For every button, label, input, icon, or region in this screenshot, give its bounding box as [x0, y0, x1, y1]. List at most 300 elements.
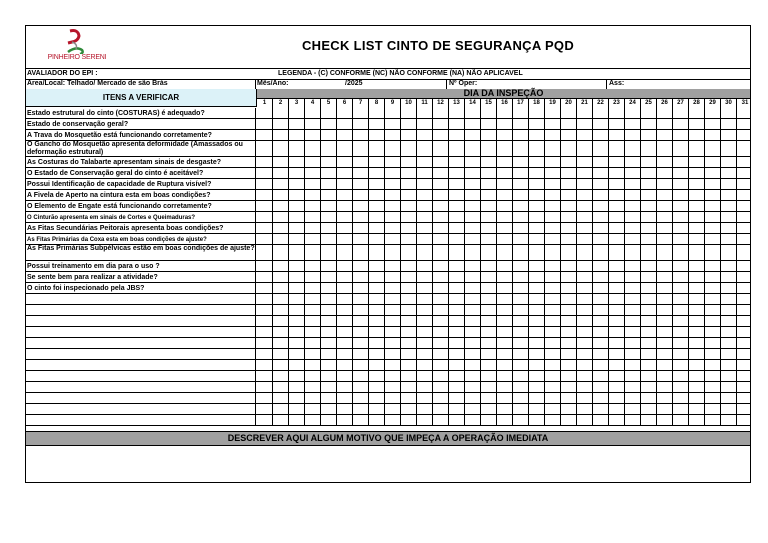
inspection-cell[interactable] — [257, 130, 273, 141]
inspection-cell[interactable] — [577, 393, 593, 404]
inspection-cell[interactable] — [513, 212, 529, 223]
inspection-cell[interactable] — [353, 272, 369, 283]
inspection-cell[interactable] — [609, 272, 625, 283]
inspection-cell[interactable] — [513, 190, 529, 201]
inspection-cell[interactable] — [289, 212, 305, 223]
inspection-cell[interactable] — [321, 294, 337, 305]
inspection-cell[interactable] — [721, 245, 737, 261]
inspection-cell[interactable] — [449, 212, 465, 223]
inspection-cell[interactable] — [625, 393, 641, 404]
inspection-cell[interactable] — [497, 119, 513, 130]
inspection-cell[interactable] — [305, 283, 321, 294]
inspection-cell[interactable] — [561, 130, 577, 141]
inspection-cell[interactable] — [257, 141, 273, 157]
inspection-cell[interactable] — [337, 316, 353, 327]
inspection-cell[interactable] — [305, 212, 321, 223]
inspection-cell[interactable] — [705, 327, 721, 338]
inspection-cell[interactable] — [721, 141, 737, 157]
inspection-cell[interactable] — [257, 157, 273, 168]
inspection-cell[interactable] — [321, 190, 337, 201]
inspection-cell[interactable] — [369, 261, 385, 272]
inspection-cell[interactable] — [401, 294, 417, 305]
inspection-cell[interactable] — [641, 201, 657, 212]
inspection-cell[interactable] — [353, 119, 369, 130]
inspection-cell[interactable] — [657, 338, 673, 349]
inspection-cell[interactable] — [561, 371, 577, 382]
inspection-cell[interactable] — [337, 294, 353, 305]
inspection-cell[interactable] — [737, 393, 753, 404]
inspection-cell[interactable] — [545, 179, 561, 190]
inspection-cell[interactable] — [481, 157, 497, 168]
inspection-cell[interactable] — [577, 212, 593, 223]
inspection-cell[interactable] — [577, 119, 593, 130]
inspection-cell[interactable] — [385, 190, 401, 201]
inspection-cell[interactable] — [657, 393, 673, 404]
inspection-cell[interactable] — [305, 141, 321, 157]
inspection-cell[interactable] — [353, 157, 369, 168]
inspection-cell[interactable] — [257, 201, 273, 212]
inspection-cell[interactable] — [369, 393, 385, 404]
inspection-cell[interactable] — [433, 294, 449, 305]
inspection-cell[interactable] — [705, 130, 721, 141]
inspection-cell[interactable] — [609, 168, 625, 179]
inspection-cell[interactable] — [593, 316, 609, 327]
inspection-cell[interactable] — [369, 168, 385, 179]
inspection-cell[interactable] — [337, 305, 353, 316]
inspection-cell[interactable] — [641, 157, 657, 168]
inspection-cell[interactable] — [385, 415, 401, 426]
inspection-cell[interactable] — [625, 371, 641, 382]
inspection-cell[interactable] — [705, 212, 721, 223]
inspection-cell[interactable] — [593, 130, 609, 141]
inspection-cell[interactable] — [321, 272, 337, 283]
inspection-cell[interactable] — [545, 371, 561, 382]
inspection-cell[interactable] — [625, 415, 641, 426]
inspection-cell[interactable] — [513, 168, 529, 179]
inspection-cell[interactable] — [353, 349, 369, 360]
inspection-cell[interactable] — [721, 393, 737, 404]
inspection-cell[interactable] — [641, 261, 657, 272]
inspection-cell[interactable] — [609, 212, 625, 223]
inspection-cell[interactable] — [625, 141, 641, 157]
inspection-cell[interactable] — [609, 371, 625, 382]
inspection-cell[interactable] — [529, 157, 545, 168]
inspection-cell[interactable] — [273, 283, 289, 294]
inspection-cell[interactable] — [625, 168, 641, 179]
inspection-cell[interactable] — [321, 305, 337, 316]
inspection-cell[interactable] — [305, 201, 321, 212]
inspection-cell[interactable] — [657, 245, 673, 261]
inspection-cell[interactable] — [385, 157, 401, 168]
description-field[interactable] — [26, 446, 750, 482]
inspection-cell[interactable] — [449, 157, 465, 168]
inspection-cell[interactable] — [561, 157, 577, 168]
inspection-cell[interactable] — [705, 294, 721, 305]
inspection-cell[interactable] — [385, 119, 401, 130]
inspection-cell[interactable] — [609, 294, 625, 305]
inspection-cell[interactable] — [737, 316, 753, 327]
inspection-cell[interactable] — [609, 382, 625, 393]
inspection-cell[interactable] — [625, 108, 641, 119]
inspection-cell[interactable] — [433, 283, 449, 294]
inspection-cell[interactable] — [369, 415, 385, 426]
inspection-cell[interactable] — [337, 130, 353, 141]
inspection-cell[interactable] — [289, 283, 305, 294]
inspection-cell[interactable] — [577, 141, 593, 157]
inspection-cell[interactable] — [561, 234, 577, 245]
inspection-cell[interactable] — [625, 360, 641, 371]
inspection-cell[interactable] — [705, 338, 721, 349]
inspection-cell[interactable] — [401, 371, 417, 382]
inspection-cell[interactable] — [385, 294, 401, 305]
inspection-cell[interactable] — [353, 382, 369, 393]
inspection-cell[interactable] — [305, 190, 321, 201]
inspection-cell[interactable] — [257, 360, 273, 371]
inspection-cell[interactable] — [289, 261, 305, 272]
inspection-cell[interactable] — [513, 382, 529, 393]
inspection-cell[interactable] — [449, 415, 465, 426]
inspection-cell[interactable] — [433, 316, 449, 327]
inspection-cell[interactable] — [497, 360, 513, 371]
inspection-cell[interactable] — [465, 190, 481, 201]
inspection-cell[interactable] — [705, 382, 721, 393]
inspection-cell[interactable] — [417, 305, 433, 316]
inspection-cell[interactable] — [481, 261, 497, 272]
inspection-cell[interactable] — [497, 168, 513, 179]
inspection-cell[interactable] — [609, 404, 625, 415]
inspection-cell[interactable] — [369, 245, 385, 261]
inspection-cell[interactable] — [401, 119, 417, 130]
inspection-cell[interactable] — [385, 234, 401, 245]
inspection-cell[interactable] — [737, 382, 753, 393]
inspection-cell[interactable] — [705, 223, 721, 234]
inspection-cell[interactable] — [641, 404, 657, 415]
inspection-cell[interactable] — [593, 245, 609, 261]
inspection-cell[interactable] — [625, 119, 641, 130]
inspection-cell[interactable] — [609, 338, 625, 349]
inspection-cell[interactable] — [353, 179, 369, 190]
inspection-cell[interactable] — [593, 212, 609, 223]
inspection-cell[interactable] — [433, 130, 449, 141]
inspection-cell[interactable] — [369, 190, 385, 201]
inspection-cell[interactable] — [705, 108, 721, 119]
inspection-cell[interactable] — [305, 349, 321, 360]
inspection-cell[interactable] — [481, 119, 497, 130]
inspection-cell[interactable] — [337, 108, 353, 119]
inspection-cell[interactable] — [305, 415, 321, 426]
inspection-cell[interactable] — [737, 212, 753, 223]
inspection-cell[interactable] — [385, 223, 401, 234]
inspection-cell[interactable] — [561, 119, 577, 130]
inspection-cell[interactable] — [385, 305, 401, 316]
inspection-cell[interactable] — [497, 393, 513, 404]
inspection-cell[interactable] — [721, 327, 737, 338]
inspection-cell[interactable] — [369, 349, 385, 360]
inspection-cell[interactable] — [289, 371, 305, 382]
inspection-cell[interactable] — [369, 360, 385, 371]
inspection-cell[interactable] — [273, 404, 289, 415]
inspection-cell[interactable] — [465, 223, 481, 234]
inspection-cell[interactable] — [625, 338, 641, 349]
inspection-cell[interactable] — [401, 382, 417, 393]
inspection-cell[interactable] — [545, 130, 561, 141]
inspection-cell[interactable] — [369, 108, 385, 119]
inspection-cell[interactable] — [449, 316, 465, 327]
inspection-cell[interactable] — [593, 272, 609, 283]
inspection-cell[interactable] — [353, 261, 369, 272]
inspection-cell[interactable] — [321, 349, 337, 360]
inspection-cell[interactable] — [673, 283, 689, 294]
inspection-cell[interactable] — [449, 108, 465, 119]
inspection-cell[interactable] — [577, 108, 593, 119]
inspection-cell[interactable] — [721, 179, 737, 190]
inspection-cell[interactable] — [593, 201, 609, 212]
inspection-cell[interactable] — [545, 261, 561, 272]
inspection-cell[interactable] — [353, 305, 369, 316]
inspection-cell[interactable] — [369, 272, 385, 283]
inspection-cell[interactable] — [721, 234, 737, 245]
inspection-cell[interactable] — [257, 223, 273, 234]
inspection-cell[interactable] — [353, 404, 369, 415]
inspection-cell[interactable] — [449, 294, 465, 305]
inspection-cell[interactable] — [529, 179, 545, 190]
inspection-cell[interactable] — [305, 294, 321, 305]
inspection-cell[interactable] — [257, 338, 273, 349]
inspection-cell[interactable] — [625, 234, 641, 245]
inspection-cell[interactable] — [385, 349, 401, 360]
inspection-cell[interactable] — [529, 393, 545, 404]
inspection-cell[interactable] — [385, 201, 401, 212]
inspection-cell[interactable] — [481, 212, 497, 223]
inspection-cell[interactable] — [353, 327, 369, 338]
inspection-cell[interactable] — [737, 201, 753, 212]
inspection-cell[interactable] — [401, 157, 417, 168]
inspection-cell[interactable] — [545, 201, 561, 212]
inspection-cell[interactable] — [593, 108, 609, 119]
inspection-cell[interactable] — [689, 223, 705, 234]
inspection-cell[interactable] — [673, 141, 689, 157]
inspection-cell[interactable] — [513, 201, 529, 212]
inspection-cell[interactable] — [529, 371, 545, 382]
inspection-cell[interactable] — [497, 316, 513, 327]
inspection-cell[interactable] — [641, 382, 657, 393]
inspection-cell[interactable] — [497, 415, 513, 426]
inspection-cell[interactable] — [593, 283, 609, 294]
inspection-cell[interactable] — [449, 382, 465, 393]
inspection-cell[interactable] — [353, 294, 369, 305]
inspection-cell[interactable] — [673, 190, 689, 201]
inspection-cell[interactable] — [609, 393, 625, 404]
inspection-cell[interactable] — [737, 261, 753, 272]
inspection-cell[interactable] — [289, 179, 305, 190]
inspection-cell[interactable] — [561, 382, 577, 393]
inspection-cell[interactable] — [641, 108, 657, 119]
inspection-cell[interactable] — [449, 349, 465, 360]
inspection-cell[interactable] — [673, 382, 689, 393]
inspection-cell[interactable] — [305, 316, 321, 327]
inspection-cell[interactable] — [529, 305, 545, 316]
inspection-cell[interactable] — [625, 272, 641, 283]
inspection-cell[interactable] — [545, 349, 561, 360]
inspection-cell[interactable] — [737, 404, 753, 415]
inspection-cell[interactable] — [401, 272, 417, 283]
inspection-cell[interactable] — [545, 108, 561, 119]
inspection-cell[interactable] — [721, 272, 737, 283]
inspection-cell[interactable] — [657, 349, 673, 360]
inspection-cell[interactable] — [257, 404, 273, 415]
inspection-cell[interactable] — [737, 141, 753, 157]
inspection-cell[interactable] — [689, 415, 705, 426]
inspection-cell[interactable] — [337, 261, 353, 272]
inspection-cell[interactable] — [401, 108, 417, 119]
inspection-cell[interactable] — [289, 119, 305, 130]
inspection-cell[interactable] — [577, 179, 593, 190]
inspection-cell[interactable] — [737, 272, 753, 283]
inspection-cell[interactable] — [529, 130, 545, 141]
inspection-cell[interactable] — [353, 371, 369, 382]
inspection-cell[interactable] — [529, 415, 545, 426]
inspection-cell[interactable] — [433, 415, 449, 426]
inspection-cell[interactable] — [641, 360, 657, 371]
inspection-cell[interactable] — [673, 415, 689, 426]
inspection-cell[interactable] — [449, 119, 465, 130]
inspection-cell[interactable] — [545, 327, 561, 338]
inspection-cell[interactable] — [689, 234, 705, 245]
inspection-cell[interactable] — [257, 179, 273, 190]
inspection-cell[interactable] — [257, 327, 273, 338]
inspection-cell[interactable] — [289, 108, 305, 119]
inspection-cell[interactable] — [545, 404, 561, 415]
inspection-cell[interactable] — [433, 245, 449, 261]
inspection-cell[interactable] — [369, 338, 385, 349]
inspection-cell[interactable] — [657, 157, 673, 168]
inspection-cell[interactable] — [273, 327, 289, 338]
inspection-cell[interactable] — [529, 327, 545, 338]
inspection-cell[interactable] — [385, 261, 401, 272]
inspection-cell[interactable] — [417, 382, 433, 393]
inspection-cell[interactable] — [625, 201, 641, 212]
inspection-cell[interactable] — [273, 382, 289, 393]
inspection-cell[interactable] — [257, 283, 273, 294]
inspection-cell[interactable] — [625, 261, 641, 272]
inspection-cell[interactable] — [465, 130, 481, 141]
inspection-cell[interactable] — [305, 393, 321, 404]
inspection-cell[interactable] — [561, 261, 577, 272]
inspection-cell[interactable] — [657, 283, 673, 294]
inspection-cell[interactable] — [657, 415, 673, 426]
inspection-cell[interactable] — [401, 404, 417, 415]
inspection-cell[interactable] — [417, 294, 433, 305]
inspection-cell[interactable] — [417, 371, 433, 382]
inspection-cell[interactable] — [321, 360, 337, 371]
inspection-cell[interactable] — [401, 415, 417, 426]
inspection-cell[interactable] — [449, 141, 465, 157]
inspection-cell[interactable] — [705, 234, 721, 245]
inspection-cell[interactable] — [385, 371, 401, 382]
inspection-cell[interactable] — [337, 141, 353, 157]
inspection-cell[interactable] — [673, 360, 689, 371]
inspection-cell[interactable] — [705, 190, 721, 201]
inspection-cell[interactable] — [721, 415, 737, 426]
inspection-cell[interactable] — [593, 168, 609, 179]
inspection-cell[interactable] — [513, 415, 529, 426]
inspection-cell[interactable] — [417, 119, 433, 130]
inspection-cell[interactable] — [449, 360, 465, 371]
inspection-cell[interactable] — [689, 382, 705, 393]
inspection-cell[interactable] — [321, 157, 337, 168]
inspection-cell[interactable] — [529, 245, 545, 261]
inspection-cell[interactable] — [577, 371, 593, 382]
inspection-cell[interactable] — [417, 108, 433, 119]
inspection-cell[interactable] — [577, 234, 593, 245]
inspection-cell[interactable] — [273, 415, 289, 426]
inspection-cell[interactable] — [289, 190, 305, 201]
inspection-cell[interactable] — [657, 294, 673, 305]
inspection-cell[interactable] — [737, 327, 753, 338]
inspection-cell[interactable] — [305, 168, 321, 179]
inspection-cell[interactable] — [401, 245, 417, 261]
inspection-cell[interactable] — [449, 327, 465, 338]
inspection-cell[interactable] — [737, 130, 753, 141]
inspection-cell[interactable] — [497, 371, 513, 382]
inspection-cell[interactable] — [593, 141, 609, 157]
inspection-cell[interactable] — [273, 119, 289, 130]
inspection-cell[interactable] — [289, 130, 305, 141]
inspection-cell[interactable] — [737, 190, 753, 201]
inspection-cell[interactable] — [593, 404, 609, 415]
inspection-cell[interactable] — [289, 141, 305, 157]
inspection-cell[interactable] — [289, 234, 305, 245]
inspection-cell[interactable] — [433, 141, 449, 157]
inspection-cell[interactable] — [465, 316, 481, 327]
inspection-cell[interactable] — [417, 201, 433, 212]
inspection-cell[interactable] — [529, 338, 545, 349]
inspection-cell[interactable] — [337, 245, 353, 261]
inspection-cell[interactable] — [417, 212, 433, 223]
inspection-cell[interactable] — [545, 393, 561, 404]
inspection-cell[interactable] — [673, 168, 689, 179]
inspection-cell[interactable] — [481, 141, 497, 157]
inspection-cell[interactable] — [625, 382, 641, 393]
inspection-cell[interactable] — [353, 316, 369, 327]
inspection-cell[interactable] — [417, 327, 433, 338]
inspection-cell[interactable] — [641, 316, 657, 327]
inspection-cell[interactable] — [609, 179, 625, 190]
inspection-cell[interactable] — [625, 294, 641, 305]
inspection-cell[interactable] — [545, 141, 561, 157]
inspection-cell[interactable] — [593, 338, 609, 349]
inspection-cell[interactable] — [513, 349, 529, 360]
inspection-cell[interactable] — [497, 283, 513, 294]
inspection-cell[interactable] — [657, 108, 673, 119]
inspection-cell[interactable] — [657, 327, 673, 338]
inspection-cell[interactable] — [641, 415, 657, 426]
inspection-cell[interactable] — [593, 234, 609, 245]
inspection-cell[interactable] — [305, 327, 321, 338]
inspection-cell[interactable] — [497, 382, 513, 393]
inspection-cell[interactable] — [737, 119, 753, 130]
inspection-cell[interactable] — [353, 234, 369, 245]
inspection-cell[interactable] — [705, 168, 721, 179]
inspection-cell[interactable] — [593, 382, 609, 393]
inspection-cell[interactable] — [593, 371, 609, 382]
inspection-cell[interactable] — [481, 404, 497, 415]
inspection-cell[interactable] — [609, 190, 625, 201]
inspection-cell[interactable] — [369, 223, 385, 234]
inspection-cell[interactable] — [625, 190, 641, 201]
inspection-cell[interactable] — [609, 223, 625, 234]
inspection-cell[interactable] — [257, 305, 273, 316]
